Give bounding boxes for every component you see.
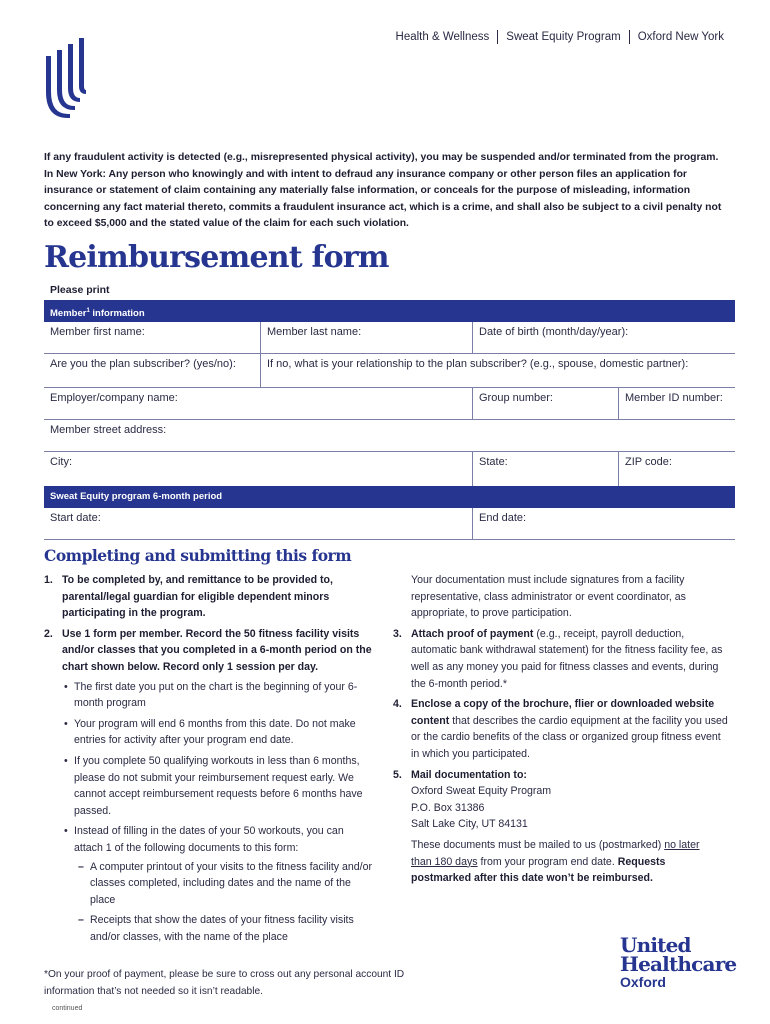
plan-subscriber-field[interactable]: Are you the plan subscriber? (yes/no):	[50, 358, 236, 370]
employer-row	[44, 388, 735, 420]
street-row	[44, 420, 735, 452]
subscriber-row	[44, 354, 735, 388]
bullet-item: • The first date you put on the chart is the beginning of your 6-month program	[60, 679, 374, 712]
group-number-field[interactable]: Group number:	[472, 388, 618, 419]
nav-oxford-new-york[interactable]: Oxford New York	[637, 31, 724, 43]
instruction-item-4: 4. Enclose a copy of the brochure, flier or downloaded website content that describes the cardio equipment at the facility you used or the cardio benefits of the class or organized group fitness event in which you participated.	[393, 698, 728, 760]
relationship-field[interactable]: If no, what is your relationship to the plan subscriber? (e.g., spouse, domestic partner):	[260, 354, 735, 387]
bullet-item: • Your program will end 6 months from this date. Do not make entries for activity after your program end date.	[60, 716, 374, 749]
zip-code-field[interactable]: ZIP code:	[618, 452, 735, 486]
instruction-item-2: 2. Use 1 form per member. Record the 50 fitness facility visits and/or classes that you completed in a 6-month period on the chart shown below. Record only 1 session per day.	[44, 627, 372, 673]
instructions-left-column	[44, 572, 374, 945]
instruction-item-1: 1. To be completed by, and remittance to be provided to, parental/legal guardian for eligible dependent minors participating in the program.	[44, 574, 333, 620]
sweat-equity-period-header: Sweat Equity program 6-month period	[44, 486, 735, 508]
form-title: Reimbursement form	[44, 240, 389, 275]
mail-deadline-note: These documents must be mailed to us (postmarked) no later than 180 days from your program end date. Requests postmarked after this date won’t be reimbursed.	[411, 838, 700, 885]
instruction-item-3: 3. Attach proof of payment (e.g., receipt, payroll deduction, automatic bank withdrawal statement) for the fitness facility fee, as well as any money you paid for fitness classes and events, during the 6-month period.*	[393, 627, 723, 690]
instruction-item-5: 5. Mail documentation to: Oxford Sweat Equity Program P.O. Box 31386 Salt Lake City, UT 84131	[393, 767, 728, 833]
fraud-notice: If any fraudulent activity is detected (e.g., misrepresented physical activity), you may be suspended and/or terminated from the program. In New York: Any person who knowingly and with intent to defraud any insurance company or other person files an application for insurance or statement of claim containing any materially false information, or conceals for the purpose of misleading, information concerning any fact material thereto, commits a fraudulent insurance act, which is a crime, and shall also be subject to a civil penalty not to exceed $5,000 and the stated value of the claim for each such violation.	[44, 152, 722, 230]
bullet-item: • If you complete 50 qualifying workouts in less than 6 months, please do not submit your reimbursement request early. We cannot accept reimbursement requests before 6 months have passed.	[60, 753, 374, 819]
unitedhealthcare-u-logo-icon	[44, 34, 96, 120]
unitedhealthcare-oxford-wordmark: United Healthcare Oxford	[620, 933, 737, 990]
city-row	[44, 452, 735, 486]
continued-label: continued	[52, 1005, 83, 1012]
payment-footnote: *On your proof of payment, please be sure to cross out any personal account ID information that’s not needed so it isn’t readable.	[44, 969, 405, 997]
nav-sweat-equity[interactable]: Sweat Equity Program	[506, 31, 621, 43]
mailing-address-line: Salt Lake City, UT 84131	[411, 818, 528, 831]
top-nav	[396, 30, 724, 44]
date-of-birth-field[interactable]: Date of birth (month/day/year):	[472, 322, 735, 353]
end-date-field[interactable]: End date:	[472, 508, 735, 539]
instructions-right-column	[393, 572, 728, 887]
street-address-field[interactable]: Member street address:	[50, 424, 167, 436]
dash-item: – A computer printout of your visits to the fitness facility and/or classes completed, including dates and the name of the place	[74, 859, 374, 909]
state-field[interactable]: State:	[472, 452, 618, 486]
city-field[interactable]: City:	[50, 456, 72, 468]
employer-field[interactable]: Employer/company name:	[50, 392, 178, 404]
dash-item: – Receipts that show the dates of your fitness facility visits and/or classes, with the name of the place	[74, 912, 374, 945]
instructions-title: Completing and submitting this form	[44, 546, 352, 565]
nav-divider	[497, 30, 498, 44]
documentation-note: Your documentation must include signatures from a facility representative, class administrator or event coordinator, as appropriate, to prove participation.	[411, 574, 686, 620]
nav-divider	[629, 30, 630, 44]
please-print-label: Please print	[50, 284, 110, 296]
member-first-name-field[interactable]: Member first name:	[50, 326, 145, 338]
period-row	[44, 508, 735, 540]
member-id-field[interactable]: Member ID number:	[618, 388, 735, 419]
start-date-field[interactable]: Start date:	[50, 512, 101, 524]
member-info-header: Member$^1$ information	[44, 300, 735, 322]
name-row	[44, 322, 735, 354]
member-last-name-field[interactable]: Member last name:	[260, 322, 472, 353]
nav-health-wellness[interactable]: Health & Wellness	[395, 31, 490, 43]
bullet-item: • Instead of filling in the dates of your 50 workouts, you can attach 1 of the following documents to this form:	[60, 823, 374, 856]
mailing-address-line: P.O. Box 31386	[411, 801, 485, 814]
mailing-address-line: Oxford Sweat Equity Program	[411, 785, 552, 798]
